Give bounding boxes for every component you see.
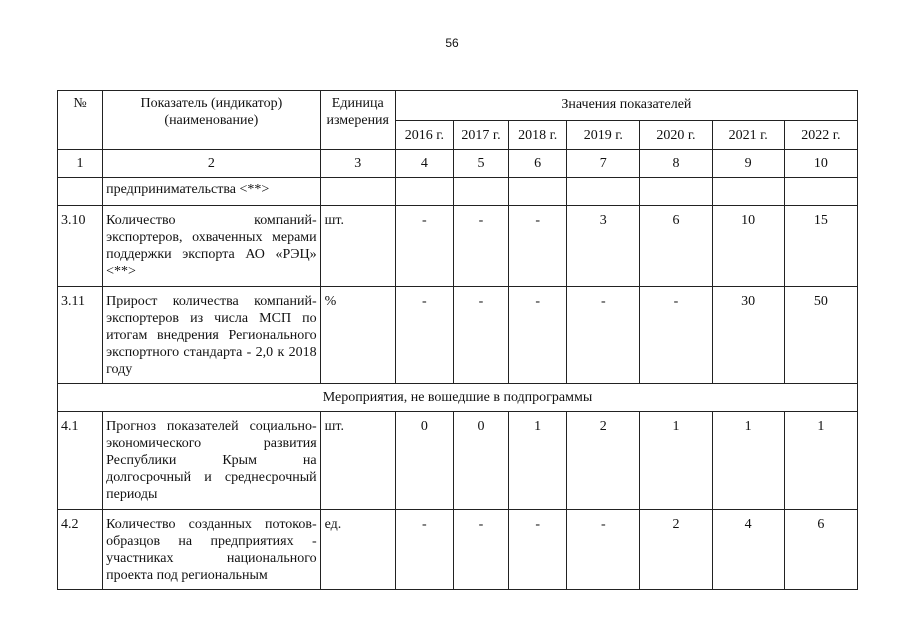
section-title: Мероприятия, не вошедшие в подпрограммы xyxy=(58,384,858,412)
value-cell: 10 xyxy=(712,206,784,287)
header-year: 2020 г. xyxy=(640,121,712,150)
value-cell: 2 xyxy=(567,412,640,510)
unit: шт. xyxy=(320,206,395,287)
value-cell: 6 xyxy=(640,206,712,287)
value-cell: 4 xyxy=(712,510,784,590)
value-cell: 0 xyxy=(395,412,453,510)
indicator-name: Количество созданных потоков-образцов на предприятиях - участниках национального проекта под региональным xyxy=(103,510,321,590)
page-number: 56 xyxy=(445,36,459,50)
value-cell: - xyxy=(567,287,640,384)
value-cell: - xyxy=(453,287,508,384)
table-row xyxy=(58,206,858,287)
column-index: 6 xyxy=(509,150,567,178)
row-number: 3.10 xyxy=(58,206,103,287)
header-indicator-name: Показатель (индикатор) (наименование) xyxy=(103,91,321,150)
header-year: 2016 г. xyxy=(395,121,453,150)
column-index: 3 xyxy=(320,150,395,178)
value-cell: 6 xyxy=(784,510,857,590)
table-row xyxy=(58,287,858,384)
column-index: 10 xyxy=(784,150,857,178)
column-index: 7 xyxy=(567,150,640,178)
row-number: 4.1 xyxy=(58,412,103,510)
row-number: 3.11 xyxy=(58,287,103,384)
value-cell: 1 xyxy=(509,412,567,510)
value-cell: - xyxy=(509,510,567,590)
value-cell: - xyxy=(640,287,712,384)
column-index-row xyxy=(58,150,858,178)
value-cell: 50 xyxy=(784,287,857,384)
column-index: 8 xyxy=(640,150,712,178)
indicator-name: Прирост количества компаний-экспортеров из числа МСП по итогам внедрения Регионального экспортного стандарта - 2,0 к 2018 году xyxy=(103,287,321,384)
unit: шт. xyxy=(320,412,395,510)
value-cell: 15 xyxy=(784,206,857,287)
value-cell: 3 xyxy=(567,206,640,287)
value-cell: - xyxy=(567,510,640,590)
header-unit: Единица измерения xyxy=(320,91,395,150)
header-num: № xyxy=(58,91,103,150)
continuation-row xyxy=(58,178,858,206)
header-year: 2018 г. xyxy=(509,121,567,150)
column-index: 5 xyxy=(453,150,508,178)
indicator-name: предпринимательства <**> xyxy=(103,178,321,206)
table-row xyxy=(58,510,858,590)
value-cell: - xyxy=(395,510,453,590)
value-cell: - xyxy=(509,287,567,384)
value-cell: 0 xyxy=(453,412,508,510)
value-cell: 1 xyxy=(640,412,712,510)
value-cell: - xyxy=(395,206,453,287)
column-index: 2 xyxy=(103,150,321,178)
value-cell: - xyxy=(453,206,508,287)
value-cell: 1 xyxy=(712,412,784,510)
row-number: 4.2 xyxy=(58,510,103,590)
column-index: 4 xyxy=(395,150,453,178)
header-year: 2022 г. xyxy=(784,121,857,150)
unit: % xyxy=(320,287,395,384)
value-cell: - xyxy=(453,510,508,590)
indicator-name: Количество компаний-экспортеров, охваченных мерами поддержки экспорта АО «РЭЦ» <**> xyxy=(103,206,321,287)
header-year: 2019 г. xyxy=(567,121,640,150)
unit: ед. xyxy=(320,510,395,590)
value-cell: - xyxy=(395,287,453,384)
section-row xyxy=(58,384,858,412)
value-cell: - xyxy=(509,206,567,287)
value-cell: 1 xyxy=(784,412,857,510)
column-index: 9 xyxy=(712,150,784,178)
header-year: 2017 г. xyxy=(453,121,508,150)
value-cell: 30 xyxy=(712,287,784,384)
indicators-table xyxy=(57,90,858,590)
value-cell: 2 xyxy=(640,510,712,590)
header-row-1 xyxy=(58,91,858,121)
indicator-name: Прогноз показателей социально-экономического развития Республики Крым на долгосрочный и среднесрочный периоды xyxy=(103,412,321,510)
table-row xyxy=(58,412,858,510)
column-index: 1 xyxy=(58,150,103,178)
header-year: 2021 г. xyxy=(712,121,784,150)
header-values-group: Значения показателей xyxy=(395,91,857,121)
